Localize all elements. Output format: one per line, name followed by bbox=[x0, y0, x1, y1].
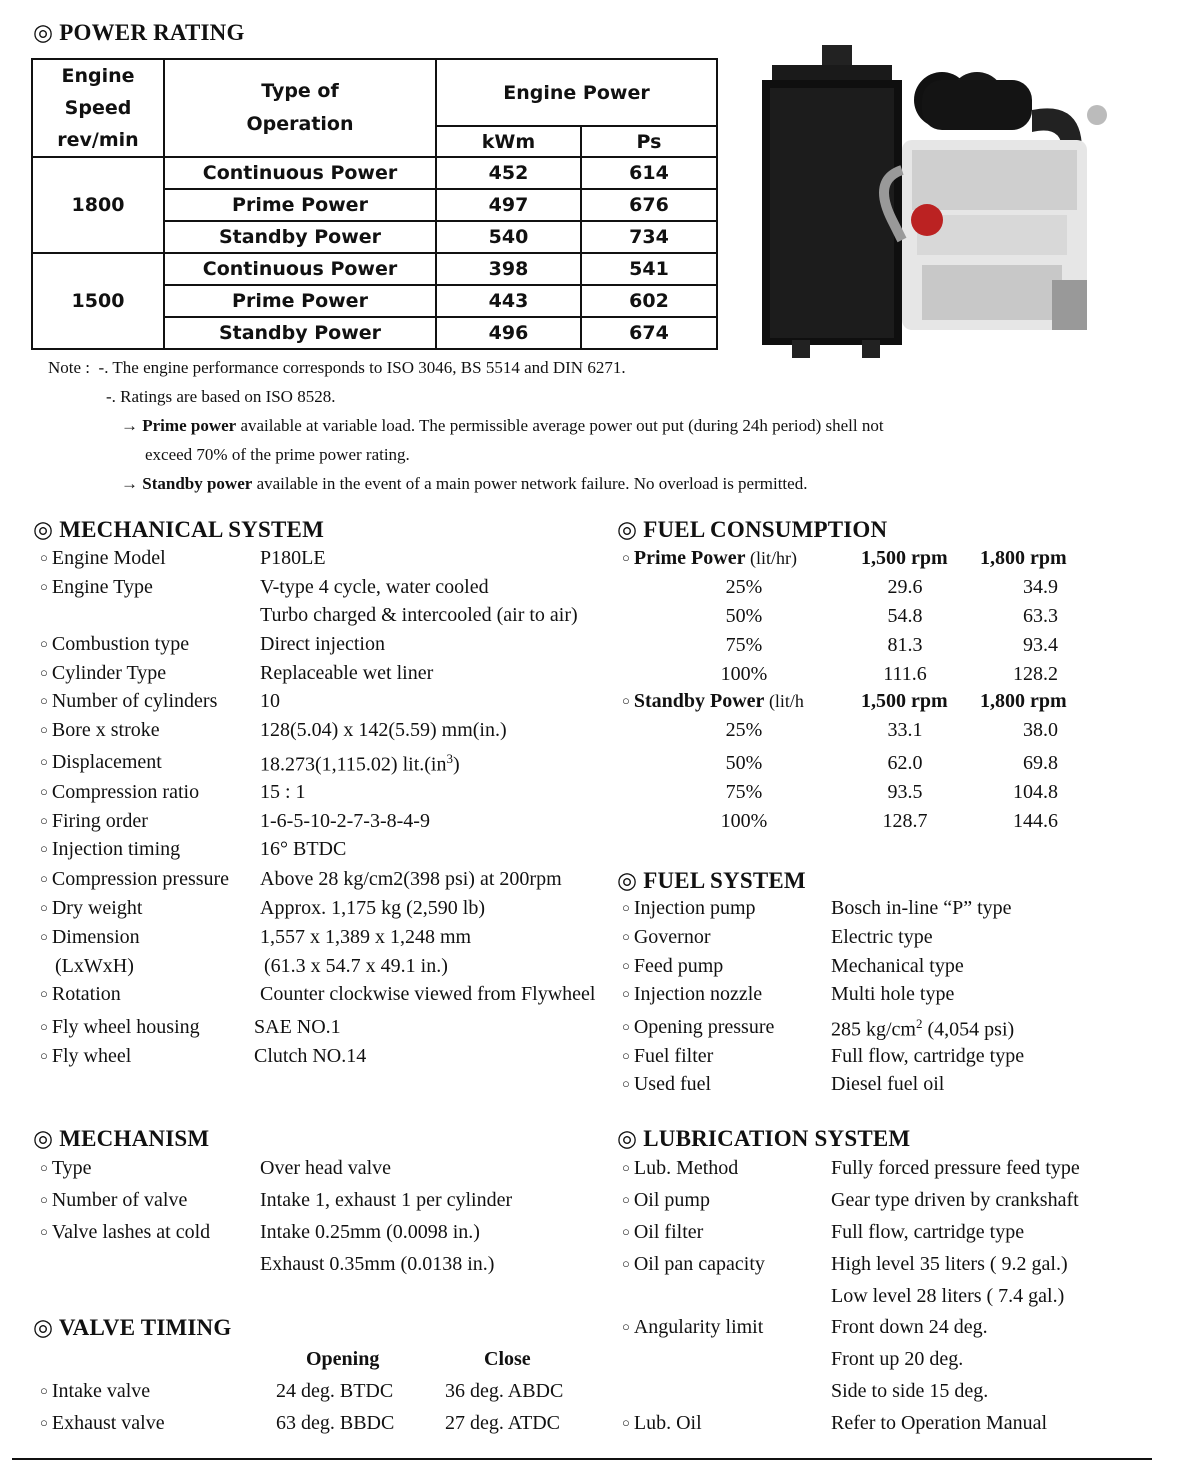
lube-value-cont bbox=[831, 1380, 988, 1403]
mechanism-label-text: Number of valve bbox=[51, 1189, 188, 1211]
valve-close bbox=[445, 1380, 563, 1403]
mech-value-end: ) bbox=[452, 753, 460, 776]
mechanical-title: MECHANICAL SYSTEM bbox=[59, 517, 324, 542]
fuel-value-text: Bosch in-line “P” type bbox=[831, 897, 1012, 919]
consumption-1800: 144.6 bbox=[1013, 810, 1058, 832]
mechanism-value-text: Intake 1, exhaust 1 per cylinder bbox=[260, 1189, 513, 1211]
consumption-1500: 29.6 bbox=[887, 576, 923, 598]
note-line2: -. Ratings are based on ISO 8528. bbox=[106, 387, 336, 406]
standby-power-row: ○ Standby Power (lit/h bbox=[622, 690, 804, 712]
mech-label: ○ Dimension bbox=[40, 926, 140, 948]
mechanism-value bbox=[260, 1189, 512, 1212]
type-cell: Standby Power bbox=[164, 317, 436, 349]
lubrication-title: LUBRICATION SYSTEM bbox=[643, 1126, 911, 1151]
mech-value-text: SAE NO.1 bbox=[254, 1016, 341, 1038]
lube-value-text: Gear type driven by crankshaft bbox=[831, 1189, 1079, 1211]
prime-power-unit: (lit/hr) bbox=[745, 548, 797, 568]
fuel-value-text: Full flow, cartridge type bbox=[831, 1045, 1025, 1067]
mech-value-text: V-type 4 cycle, water cooled bbox=[260, 576, 489, 598]
mech-value-text: 1,557 x 1,389 x 1,248 mm bbox=[260, 926, 472, 948]
mech-value bbox=[260, 662, 433, 685]
mech-label-text: Rotation bbox=[51, 983, 121, 1005]
mech-value-cont bbox=[264, 955, 448, 978]
type-header bbox=[164, 59, 436, 157]
fuel-value bbox=[831, 1073, 944, 1096]
kwm-cell: 443 bbox=[436, 285, 581, 317]
mechanism-label: ○ Number of valve bbox=[40, 1189, 188, 1211]
valve-open-text: 24 deg. BTDC bbox=[276, 1380, 394, 1402]
mech-value-text: P180LE bbox=[260, 547, 326, 569]
valve-open-text: 63 deg. BBDC bbox=[276, 1412, 395, 1434]
valve-label: ○ Exhaust valve bbox=[40, 1412, 165, 1434]
fuel-label-text: Opening pressure bbox=[633, 1016, 775, 1038]
mech-label-text: Compression pressure bbox=[51, 868, 230, 890]
valve-label-text: Intake valve bbox=[51, 1380, 151, 1402]
standby-power-label: Standby Power bbox=[633, 690, 765, 712]
mechanism-label: ○ Valve lashes at cold bbox=[40, 1221, 211, 1243]
note-prime-cont: exceed 70% of the prime power rating. bbox=[145, 445, 410, 464]
mech-label-cont: (LxWxH) bbox=[55, 955, 134, 977]
lube-value-text: High level 35 liters ( 9.2 gal.) bbox=[831, 1253, 1068, 1275]
fuel-system-heading: ◎ FUEL SYSTEM bbox=[617, 868, 806, 893]
mech-label: ○ Fly wheel housing bbox=[40, 1016, 200, 1038]
mech-value-text: 128(5.04) x 142(5.59) mm(in.) bbox=[260, 719, 507, 741]
mech-value bbox=[260, 781, 306, 804]
lube-label: ○ Oil pump bbox=[622, 1189, 710, 1211]
mech-value bbox=[260, 926, 471, 949]
note-standby-text: available in the event of a main power network failure. No overload is permitted. bbox=[252, 474, 808, 493]
mech-label-text: Fly wheel housing bbox=[51, 1016, 200, 1038]
mech-value bbox=[260, 810, 430, 833]
mech-label-text: Compression ratio bbox=[51, 781, 200, 803]
prime-power-label: Prime Power bbox=[633, 547, 746, 569]
fuel-label-text: Governor bbox=[633, 926, 711, 948]
fuel-value bbox=[831, 897, 1012, 920]
mech-label: ○ Combustion type bbox=[40, 633, 190, 655]
fuel-value-text: Electric type bbox=[831, 926, 933, 948]
lube-value bbox=[831, 1189, 1079, 1212]
mechanism-value bbox=[260, 1157, 391, 1180]
mech-label-text: Injection timing bbox=[51, 838, 181, 860]
mech-value-text: 1-6-5-10-2-7-3-8-4-9 bbox=[260, 810, 430, 832]
lube-label-text: Lub. Method bbox=[633, 1157, 739, 1179]
lube-label-text: Angularity limit bbox=[633, 1316, 764, 1338]
ps-cell: 614 bbox=[581, 157, 717, 189]
valve-close-text: 36 deg. ABDC bbox=[445, 1380, 564, 1402]
prime-power-row: ○ Prime Power (lit/hr) bbox=[622, 547, 797, 569]
note-text1: -. The engine performance corresponds to ISO 3046, BS 5514 and DIN 6271. bbox=[98, 358, 626, 377]
lube-value-cont-text: Low level 28 liters ( 7.4 gal.) bbox=[831, 1285, 1065, 1307]
engine-power-header: Engine Power bbox=[436, 59, 717, 126]
mech-label: ○ Injection timing bbox=[40, 838, 181, 860]
mech-label-text: Dry weight bbox=[51, 897, 143, 919]
lube-value-text: Refer to Operation Manual bbox=[831, 1412, 1048, 1434]
opening-header: Opening bbox=[306, 1348, 380, 1370]
note-prime-text: available at variable load. The permissible average power out put (during 24h period) shell not bbox=[236, 416, 884, 435]
mechanism-value bbox=[260, 1221, 480, 1244]
fuel-label: ○ Feed pump bbox=[622, 955, 724, 977]
lubrication-heading: ◎ LUBRICATION SYSTEM bbox=[617, 1126, 911, 1151]
mech-label: ○ Cylinder Type bbox=[40, 662, 167, 684]
fuel-label: ○ Injection nozzle bbox=[622, 983, 763, 1005]
mech-value bbox=[260, 983, 595, 1006]
lube-value bbox=[831, 1412, 1047, 1435]
type-header-line1: Type of bbox=[261, 80, 339, 102]
consumption-1500: 93.5 bbox=[887, 781, 923, 803]
mechanism-value-text: Intake 0.25mm (0.0098 in.) bbox=[260, 1221, 480, 1243]
mech-label-text: Engine Type bbox=[51, 576, 153, 598]
speed-1500: 1500 bbox=[32, 253, 164, 349]
kwm-cell: 452 bbox=[436, 157, 581, 189]
ps-cell: 674 bbox=[581, 317, 717, 349]
fuel-label: ○ Injection pump bbox=[622, 897, 756, 919]
mech-value-text: Direct injection bbox=[260, 633, 385, 655]
mech-value-text: 15 : 1 bbox=[260, 781, 306, 803]
mech-value-text: Counter clockwise viewed from Flywheel bbox=[260, 983, 596, 1005]
mech-value-text: Replaceable wet liner bbox=[260, 662, 434, 684]
consumption-1500: 128.7 bbox=[882, 810, 928, 832]
mech-value bbox=[254, 1045, 366, 1068]
mechanism-label: ○ Type bbox=[40, 1157, 92, 1179]
ps-header: Ps bbox=[581, 126, 717, 157]
mech-label: ○ Displacement bbox=[40, 751, 162, 773]
lube-label: ○ Oil filter bbox=[622, 1221, 704, 1243]
mech-label: ○ Fly wheel bbox=[40, 1045, 132, 1067]
mech-label: ○ Engine Type bbox=[40, 576, 153, 598]
fuel-value bbox=[831, 1016, 1014, 1042]
kwm-cell: 496 bbox=[436, 317, 581, 349]
note-standby-term: Standby power bbox=[142, 474, 253, 493]
mech-label-text: Bore x stroke bbox=[51, 719, 160, 741]
mech-label-text: Dimension bbox=[51, 926, 140, 948]
mech-value-text: 10 bbox=[260, 690, 280, 712]
fuel-consumption-title: FUEL CONSUMPTION bbox=[643, 517, 888, 542]
type-cell: Prime Power bbox=[164, 285, 436, 317]
fuel-value-text: Multi hole type bbox=[831, 983, 955, 1005]
mechanism-label-text: Type bbox=[51, 1157, 92, 1179]
mech-value-text: 16° BTDC bbox=[260, 838, 347, 860]
mech-value-text: Clutch NO.14 bbox=[254, 1045, 367, 1067]
mech-value bbox=[260, 690, 280, 713]
mechanism-label-text: Valve lashes at cold bbox=[51, 1221, 211, 1243]
close-header: Close bbox=[484, 1348, 531, 1370]
note-prime: → Prime power available at variable load. The permissible average power out put (during 24h period) shell not bbox=[121, 416, 884, 435]
note-standby: → Standby power available in the event of a main power network failure. No overload is permitted. bbox=[121, 474, 808, 493]
consumption-load: 75% bbox=[725, 634, 763, 656]
lube-value bbox=[831, 1221, 1024, 1244]
mech-label: ○ Number of cylinders bbox=[40, 690, 218, 712]
consumption-load: 100% bbox=[720, 810, 768, 832]
consumption-1800: 38.0 bbox=[1023, 719, 1058, 741]
mechanical-heading: ◎ MECHANICAL SYSTEM bbox=[33, 517, 324, 542]
mech-label-text: Firing order bbox=[51, 810, 148, 832]
type-cell: Continuous Power bbox=[164, 157, 436, 189]
lube-label-text: Oil pan capacity bbox=[633, 1253, 765, 1275]
fuel-label-text: Feed pump bbox=[633, 955, 724, 977]
lube-label-text: Lub. Oil bbox=[633, 1412, 702, 1434]
fuel-value bbox=[831, 983, 954, 1006]
kwm-cell: 540 bbox=[436, 221, 581, 253]
mech-value-text: 18.273(1,115.02) lit.(in bbox=[260, 753, 447, 776]
fuel-label: ○ Governor bbox=[622, 926, 711, 948]
mech-label: ○ Firing order bbox=[40, 810, 148, 832]
fuel-value bbox=[831, 1045, 1024, 1068]
mech-label: ○ Dry weight bbox=[40, 897, 143, 919]
mech-value bbox=[260, 897, 485, 920]
valve-label-text: Exhaust valve bbox=[51, 1412, 165, 1434]
valve-close bbox=[445, 1412, 560, 1435]
consumption-load: 50% bbox=[725, 752, 763, 774]
type-header-line2: Operation bbox=[246, 113, 354, 135]
lube-label-text: Oil pump bbox=[633, 1189, 710, 1211]
mech-value-text: Above 28 kg/cm2(398 psi) at 200rpm bbox=[260, 868, 562, 890]
ps-cell: 734 bbox=[581, 221, 717, 253]
fuel-value-end: (4,054 psi) bbox=[922, 1018, 1015, 1041]
lube-value-cont-text: Side to side 15 deg. bbox=[831, 1380, 989, 1402]
speed-1800: 1800 bbox=[32, 157, 164, 253]
engine-image bbox=[752, 40, 1107, 362]
mechanism-value-text: Over head valve bbox=[260, 1157, 392, 1179]
prime-rpm1800: 1,800 rpm bbox=[980, 547, 1067, 569]
power-rating-title: POWER RATING bbox=[59, 20, 245, 45]
mech-label-text: Cylinder Type bbox=[51, 662, 167, 684]
consumption-load: 25% bbox=[725, 719, 763, 741]
valve-timing-title: VALVE TIMING bbox=[58, 1315, 232, 1340]
valve-label: ○ Intake valve bbox=[40, 1380, 151, 1402]
power-rating-table bbox=[31, 58, 718, 350]
consumption-1800: 34.9 bbox=[1023, 576, 1058, 598]
mech-label: ○ Rotation bbox=[40, 983, 121, 1005]
lube-value-text: Fully forced pressure feed type bbox=[831, 1157, 1080, 1179]
mech-label: ○ Compression pressure bbox=[40, 868, 230, 890]
mech-value bbox=[260, 751, 460, 777]
consumption-load: 100% bbox=[720, 663, 768, 685]
lube-label-text: Oil filter bbox=[633, 1221, 704, 1243]
lube-label: ○ Angularity limit bbox=[622, 1316, 764, 1338]
fuel-value-text: Mechanical type bbox=[831, 955, 964, 977]
kwm-cell: 398 bbox=[436, 253, 581, 285]
lube-label: ○ Lub. Method bbox=[622, 1157, 739, 1179]
ps-cell: 541 bbox=[581, 253, 717, 285]
kwm-cell: 497 bbox=[436, 189, 581, 221]
fuel-value-sup: 2 bbox=[916, 1016, 923, 1031]
fuel-value-text: Diesel fuel oil bbox=[831, 1073, 945, 1095]
power-rating-heading: ◎ POWER RATING bbox=[33, 20, 245, 45]
note-line1 bbox=[48, 358, 626, 378]
mechanism-title: MECHANISM bbox=[59, 1126, 210, 1151]
consumption-1500: 62.0 bbox=[887, 752, 923, 774]
mech-label-text: Fly wheel bbox=[51, 1045, 132, 1067]
consumption-1800: 69.8 bbox=[1023, 752, 1058, 774]
mech-value-sup: 3 bbox=[446, 751, 453, 766]
consumption-1800: 104.8 bbox=[1013, 781, 1058, 803]
lube-value bbox=[831, 1316, 988, 1339]
type-cell: Continuous Power bbox=[164, 253, 436, 285]
mechanism-heading: ◎ MECHANISM bbox=[33, 1126, 210, 1151]
type-cell: Prime Power bbox=[164, 189, 436, 221]
mech-value bbox=[260, 719, 507, 742]
mech-value bbox=[260, 547, 326, 570]
lube-value bbox=[831, 1253, 1068, 1276]
consumption-load: 25% bbox=[725, 576, 763, 598]
fuel-label-text: Injection pump bbox=[633, 897, 756, 919]
type-cell: Standby Power bbox=[164, 221, 436, 253]
consumption-1500: 111.6 bbox=[883, 663, 927, 685]
speed-header-line1: Engine bbox=[61, 65, 135, 87]
lube-value-text: Full flow, cartridge type bbox=[831, 1221, 1025, 1243]
prime-rpm1500: 1,500 rpm bbox=[861, 547, 948, 569]
fuel-label: ○ Opening pressure bbox=[622, 1016, 775, 1038]
fuel-label-text: Used fuel bbox=[633, 1073, 712, 1095]
kwm-header: kWm bbox=[436, 126, 581, 157]
mech-label: ○ Engine Model bbox=[40, 547, 166, 569]
mech-value-cont bbox=[260, 604, 578, 627]
fuel-value bbox=[831, 955, 964, 978]
mech-value bbox=[260, 868, 562, 891]
note-label: Note : bbox=[48, 358, 91, 377]
bottom-rule bbox=[12, 1458, 1152, 1460]
consumption-load: 50% bbox=[725, 605, 763, 627]
mech-value-cont-text: (61.3 x 54.7 x 49.1 in.) bbox=[264, 955, 448, 977]
lube-value bbox=[831, 1157, 1080, 1180]
fuel-system-title: FUEL SYSTEM bbox=[643, 868, 806, 893]
speed-header-line3: rev/min bbox=[57, 129, 139, 151]
mech-value bbox=[254, 1016, 341, 1039]
mech-label-text: Combustion type bbox=[51, 633, 190, 655]
consumption-1500: 54.8 bbox=[887, 605, 923, 627]
fuel-label-text: Fuel filter bbox=[633, 1045, 714, 1067]
mech-label-text: Engine Model bbox=[51, 547, 166, 569]
mech-label: ○ Compression ratio bbox=[40, 781, 200, 803]
lube-label: ○ Oil pan capacity bbox=[622, 1253, 765, 1275]
speed-header bbox=[32, 59, 164, 157]
ps-cell: 676 bbox=[581, 189, 717, 221]
valve-close-text: 27 deg. ATDC bbox=[445, 1412, 560, 1434]
consumption-1800: 93.4 bbox=[1023, 634, 1058, 656]
lube-label: ○ Lub. Oil bbox=[622, 1412, 702, 1434]
mech-label: ○ Bore x stroke bbox=[40, 719, 160, 741]
fuel-label-text: Injection nozzle bbox=[633, 983, 763, 1005]
ps-cell: 602 bbox=[581, 285, 717, 317]
consumption-1500: 81.3 bbox=[887, 634, 923, 656]
mechanism-value-cont-text: Exhaust 0.35mm (0.0138 in.) bbox=[260, 1253, 495, 1275]
fuel-label: ○ Fuel filter bbox=[622, 1045, 714, 1067]
mechanism-value-cont bbox=[260, 1253, 494, 1276]
lube-value-text: Front down 24 deg. bbox=[831, 1316, 988, 1338]
fuel-label: ○ Used fuel bbox=[622, 1073, 712, 1095]
consumption-load: 75% bbox=[725, 781, 763, 803]
mech-value bbox=[260, 633, 385, 656]
standby-rpm1500: 1,500 rpm bbox=[861, 690, 948, 712]
lube-value-cont-text: Front up 20 deg. bbox=[831, 1348, 964, 1370]
consumption-1500: 33.1 bbox=[887, 719, 923, 741]
mech-label-text: Displacement bbox=[51, 751, 162, 773]
speed-header-line2: Speed bbox=[64, 97, 132, 119]
mech-value-cont-text: Turbo charged & intercooled (air to air) bbox=[260, 604, 578, 626]
fuel-consumption-heading: ◎ FUEL CONSUMPTION bbox=[617, 517, 888, 542]
mech-value-text: Approx. 1,175 kg (2,590 lb) bbox=[260, 897, 485, 919]
fuel-value bbox=[831, 926, 933, 949]
lube-value-cont bbox=[831, 1285, 1064, 1308]
consumption-1800: 63.3 bbox=[1023, 605, 1058, 627]
mech-value bbox=[260, 576, 489, 599]
fuel-value-text: 285 kg/cm bbox=[831, 1018, 916, 1041]
note-prime-term: Prime power bbox=[142, 416, 237, 435]
valve-timing-heading: ◎ VALVE TIMING bbox=[33, 1315, 232, 1340]
valve-open bbox=[276, 1412, 394, 1435]
lube-value-cont bbox=[831, 1348, 963, 1371]
mech-label-text: Number of cylinders bbox=[51, 690, 218, 712]
valve-open bbox=[276, 1380, 393, 1403]
mech-value bbox=[260, 838, 346, 861]
consumption-1800: 128.2 bbox=[1013, 663, 1058, 685]
standby-power-unit: (lit/h bbox=[764, 691, 804, 711]
standby-rpm1800: 1,800 rpm bbox=[980, 690, 1067, 712]
